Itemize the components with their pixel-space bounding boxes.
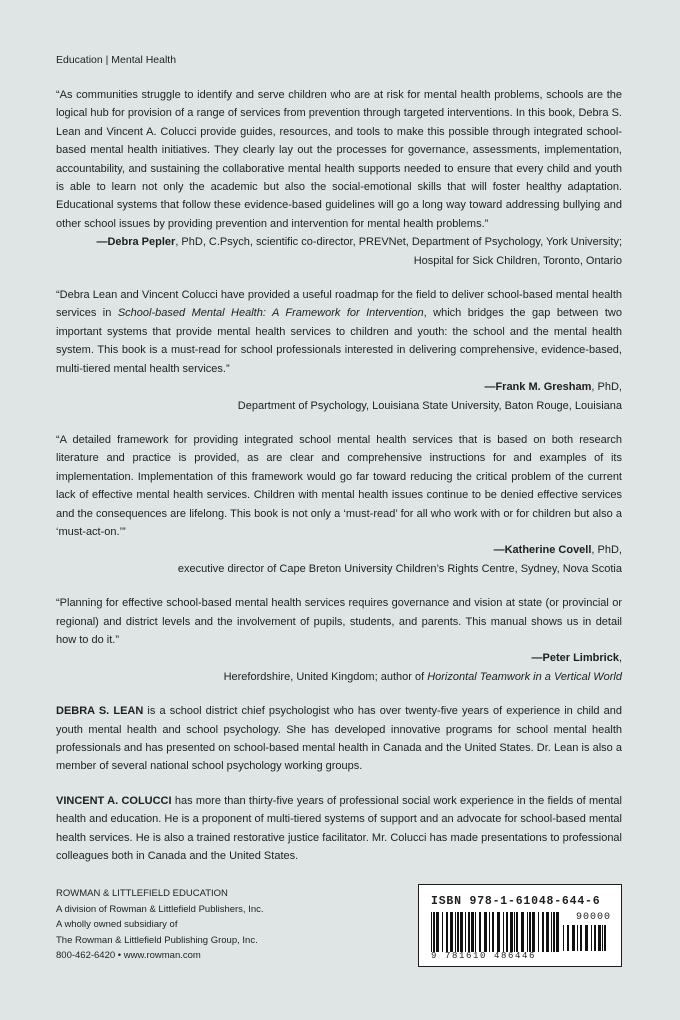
category-label: Education | Mental Health	[56, 54, 177, 66]
publisher-group: The Rowman & Littlefield Publishing Group, Inc.	[56, 934, 258, 946]
quote-attribution	[56, 649, 622, 667]
endorser-name: —Debra Pepler	[96, 236, 176, 249]
endorser-name: —Katherine Covell	[493, 544, 592, 557]
endorser-credentials: , PhD, C.Psych, scientific co-director, PREVNet, Department of Psychology, York University;	[175, 236, 622, 249]
publisher-info	[56, 886, 264, 964]
quote-attribution	[56, 541, 622, 559]
endorsement-quote	[56, 86, 622, 270]
endorser-credentials: , PhD,	[591, 544, 622, 557]
quote-text-part: , which bridges the gap between two important systems that provide mental health services to children and youth: the school and the mental health system. This book is a must-read for school professionals interested in delivering comprehensive, evidence-based, multi-tiered mental health services.”	[56, 307, 622, 375]
endorsement-quote	[56, 286, 622, 415]
endorser-name: —Peter Limbrick	[531, 652, 619, 665]
bio-text: has more than thirty-five years of professional social work experience in the fields of mental health and education. He is a proponent of multi-tiered systems of support and an advocate for school-based mental health services. He is also a trained restorative justice facilitator. Mr. Colucci has made presentations to professional colleagues both in Canada and the United States.	[56, 794, 622, 863]
quote-text	[56, 286, 622, 378]
quote-text: “Planning for effective school-based mental health services requires governance and vision at state (or provincial or regional) and district levels and the involvement of pupils, students, and parents. This manual shows us in detail how to do it.”	[56, 597, 622, 646]
quote-attribution-affiliation: Hospital for Sick Children, Toronto, Ontario	[413, 254, 622, 267]
endorser-credentials: ,	[618, 652, 622, 665]
publisher-name: ROWMAN & LITTLEFIELD EDUCATION	[56, 888, 228, 899]
quote-text: “As communities struggle to identify and serve children who are at risk for mental health problems, schools are the logical hub for provision of a range of services from prevention through targeted interventions. In this book, Debra S. Lean and Vincent A. Colucci provide guides, resources, and tools to make this possible through integrated school-based mental health initiatives. They clearly lay out the processes for governance, assessments, implementation, accountability, and sustaining the collaborative mental health supports needed to ensure that every child and youth is able to learn not only the academic but also the social-emotional skills that will foster healthy adaptation. Educational systems that follow these evidence-based guidelines will go a long way toward addressing bullying and other school issues by providing prevention and intervention for mental health problems.”	[56, 89, 622, 230]
publisher-division: A division of Rowman & Littlefield Publishers, Inc.	[56, 903, 264, 915]
price-barcode-bars	[563, 925, 611, 951]
quote-attribution	[56, 378, 622, 396]
barcode-bars	[431, 912, 559, 952]
quote-attribution-affiliation: executive director of Cape Breton University Children’s Rights Centre, Sydney, Nova Scotia	[177, 562, 622, 575]
author-bio	[56, 792, 622, 866]
endorsement-quote	[56, 431, 622, 578]
publisher-subsidiary: A wholly owned subsidiary of	[56, 919, 178, 930]
author-bio	[56, 702, 622, 776]
endorsement-quote	[56, 594, 622, 686]
author-name: VINCENT A. COLUCCI	[56, 794, 172, 807]
endorser-credentials: , PhD,	[591, 381, 622, 394]
barcode	[418, 884, 622, 967]
quote-text: “A detailed framework for providing integrated school mental health services that is based on both research literature and practice is provided, as are clear and comprehensive instructions for and examples of its implementation. Implementation of this framework would go far toward reducing the critical problem of the current lack of effective mental health services. Children with mental health issues continue to be denied effective services and the consequences are lifelong. This book is not only a ‘must-read’ for all who work with or for children but also a ‘must-act-on.’”	[56, 433, 622, 538]
author-name: DEBRA S. LEAN	[56, 705, 144, 718]
affiliation-text: Herefordshire, United Kingdom; author of	[223, 670, 428, 683]
quote-attribution-affiliation: Department of Psychology, Louisiana State University, Baton Rouge, Louisiana	[237, 399, 622, 412]
publisher-contact: 800-462-6420 • www.rowman.com	[56, 950, 201, 961]
cover-text	[56, 86, 622, 881]
barcode-digits: 9 781610 486446	[431, 951, 537, 961]
bio-text: is a school district chief psychologist who has over twenty-five years of experience in child and youth mental health and school psychology. She has developed innovative programs for school mental health professionals and has presented on school-based mental health in Canada and the United States. Dr. Lean is also a member of several national school psychology working groups.	[56, 705, 622, 773]
isbn-label: ISBN 978-1-61048-644-6	[431, 895, 601, 908]
quote-attribution-affiliation	[56, 668, 622, 686]
quote-attribution	[56, 233, 622, 251]
endorser-name: —Frank M. Gresham	[484, 381, 592, 394]
quote-text-part: “Debra Lean and Vincent Colucci have provided a useful roadmap for the field to deliver school-based mental health services in	[56, 289, 622, 320]
price-code: 90000	[575, 912, 611, 923]
book-title: School-based Mental Health: A Framework for Intervention	[117, 307, 424, 320]
book-title: Horizontal Teamwork in a Vertical World	[427, 670, 622, 683]
